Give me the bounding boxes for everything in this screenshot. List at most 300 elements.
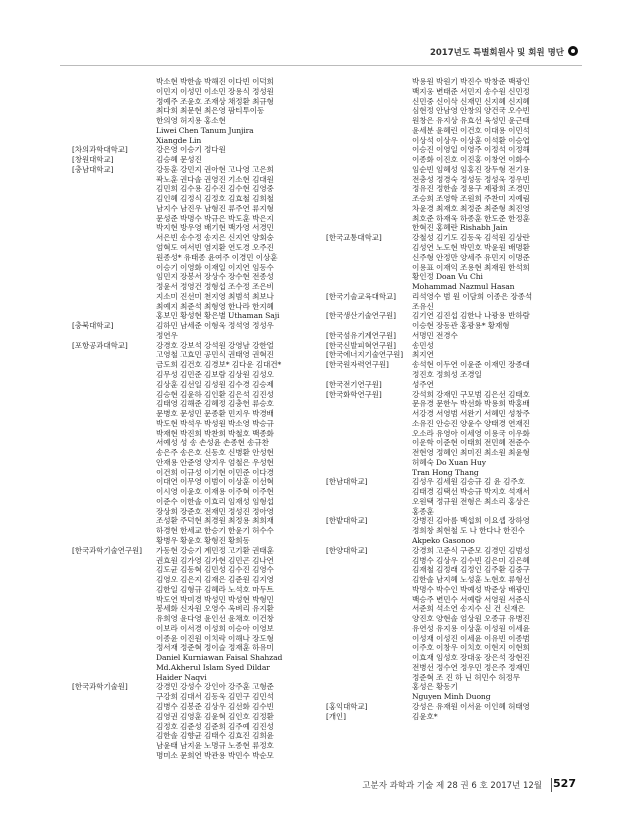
member-row: [72, 429, 312, 439]
institution-label: [326, 165, 412, 175]
member-names: 전병선 정수연 정우민 정은주 정재민: [412, 662, 530, 672]
institution-label: [한국과학기술연구원]: [72, 545, 143, 555]
member-row: [326, 526, 566, 536]
member-row: [326, 692, 566, 702]
member-names: 박용원 박원기 박진수 박창준 백광인: [412, 77, 530, 86]
member-row: [72, 106, 312, 116]
institution-label: [72, 175, 156, 185]
institution-label: [72, 487, 156, 497]
member-row: [72, 263, 312, 273]
institution-label: [326, 204, 412, 214]
member-names: 정준혁 조 진 하 닌 허민수 허정무: [412, 672, 520, 682]
institution-label: [72, 380, 156, 390]
member-names: 오소라 유영아 이세영 이용국 이우화: [412, 428, 530, 438]
member-row: [326, 165, 566, 175]
institution-label: [충남대학교]: [72, 164, 114, 174]
member-row: [72, 448, 312, 458]
institution-label: [창원대학교]: [72, 155, 114, 165]
member-row: [326, 487, 566, 497]
journal-citation: 고분자 과학과 기술 제 28 권 6 호 2017년 12월: [362, 781, 542, 791]
member-names: 리석영수 범 원 이담희 이종은 장종석: [412, 291, 533, 301]
member-names: 이대연 이무영 이범이 이상훈 이선혁: [156, 477, 274, 487]
page-number: 527: [553, 777, 576, 790]
member-names: 가동현 강승기 계민정 고기환 권태훈: [156, 545, 274, 555]
institution-label: [한국에너지기술연구원]: [326, 350, 404, 360]
member-names: 송은주 송은호 신동호 신병환 안성현: [156, 448, 274, 458]
member-row: [72, 97, 312, 107]
member-names: 박재현 박진희 박찬희 박철호 백종화: [156, 428, 274, 438]
institution-label: [72, 702, 156, 712]
member-row: [326, 409, 566, 419]
member-row: [326, 350, 566, 360]
member-names: 박소현 박한솔 박해진 이다빈 이덕희: [156, 77, 274, 86]
member-names: 고영철 고효민 공민식 권태영 권혁진: [156, 350, 274, 360]
member-row: [326, 653, 566, 663]
institution-label: [한국교통대학교]: [326, 233, 382, 243]
member-row: [72, 546, 312, 556]
member-names: Xiangde Lin: [156, 135, 202, 145]
institution-label: [72, 87, 156, 97]
member-row: [72, 184, 312, 194]
institution-label: [72, 302, 156, 312]
institution-label: [326, 399, 412, 409]
member-names: 강석희 강재민 구모범 김은선 김태호: [412, 389, 530, 399]
institution-label: [72, 477, 156, 487]
member-row: [326, 380, 566, 390]
member-names: 김인혜 김정식 김정호 김효철 김희철: [156, 194, 274, 204]
member-names: 하경현 한세교 한승기 한윤기 허수수: [156, 526, 274, 536]
member-names: 강은영 이승기 정다원: [156, 145, 226, 155]
member-names: 김성연 노도현 박민호 박윤원 배명환: [412, 243, 530, 253]
institution-label: [개인]: [326, 711, 347, 721]
institution-label: [72, 263, 156, 273]
member-names: 지소미 진선미 천지영 최범석 최보나: [156, 291, 274, 301]
member-row: [326, 370, 566, 380]
member-names: 서강경 서영범 서완기 서혜민 성창주: [412, 409, 530, 419]
member-row: [72, 653, 312, 663]
member-names: 강병진 김아름 백섭희 이요셉 장하영: [412, 516, 530, 526]
member-names: 명미소 문희연 박관용 박민수 박순모: [156, 750, 274, 760]
member-row: [72, 302, 312, 312]
member-row: [72, 370, 312, 380]
member-row: [72, 399, 312, 409]
member-names: 최호준 하재욱 하종훈 한도준 한정훈: [412, 213, 530, 223]
member-row: [72, 682, 312, 692]
institution-label: [326, 175, 412, 185]
member-row: [72, 341, 312, 351]
member-row: [72, 87, 312, 97]
page-header: [0, 8, 622, 56]
member-names: 소유진 안승진 양윤수 양태경 연재진: [412, 418, 530, 428]
institution-label: [72, 409, 156, 419]
institution-label: [326, 184, 412, 194]
member-row: [326, 223, 566, 233]
member-row: [326, 204, 566, 214]
member-row: [72, 116, 312, 126]
member-names: 곽노훈 권다솔 권영진 기소현 김대원: [156, 174, 274, 184]
institution-label: [326, 497, 412, 507]
institution-label: [72, 429, 156, 439]
institution-label: [홍익대학교]: [326, 702, 368, 711]
member-names: 이운학 이준현 이태희 전민혜 전준수: [412, 438, 530, 448]
institution-label: [한밭대학교]: [326, 516, 368, 526]
member-names: 안재용 안준영 양지우 엄철은 우성현: [156, 457, 274, 467]
member-names: 원종성* 유태종 윤여주 이경민 이상훈: [156, 252, 278, 262]
institution-label: [72, 77, 156, 87]
institution-label: [72, 223, 156, 233]
institution-label: [72, 253, 156, 263]
member-row: [72, 223, 312, 233]
member-names: 오원택 정규원 전형은 최소리 홍상은: [412, 496, 530, 506]
member-row: [326, 155, 566, 165]
member-row: [326, 292, 566, 302]
institution-label: [72, 722, 156, 732]
member-names: 윤세분 윤혜린 이건호 이대용 이민석: [412, 125, 530, 135]
member-names: 서예성 성 송 손성윤 손종현 송규찬: [156, 438, 269, 448]
member-row: [326, 536, 566, 546]
member-names: 이보라 이서경 이성희 이승아 이영보: [156, 623, 274, 633]
member-names: Nguyen Minh Duong: [412, 692, 491, 702]
member-row: [326, 243, 566, 253]
institution-label: [326, 282, 412, 292]
member-names: 문성준 박명수 박규은 박도훈 박은지: [156, 213, 274, 223]
institution-label: [326, 507, 412, 517]
institution-label: [72, 663, 156, 673]
member-row: [326, 77, 566, 87]
institution-label: [72, 399, 156, 409]
member-names: Akpeko Gasonoo: [412, 535, 475, 545]
member-row: [326, 419, 566, 429]
member-row: [326, 673, 566, 683]
member-row: [326, 702, 566, 712]
member-row: [326, 272, 566, 282]
institution-label: [한국전기연구원]: [326, 379, 382, 389]
member-row: [326, 87, 566, 97]
member-row: [326, 604, 566, 614]
member-names: 정희창 최현철 도 나 한다나 한진수: [412, 526, 525, 536]
institution-label: [72, 370, 156, 380]
institution-label: [326, 194, 412, 204]
member-row: [72, 487, 312, 497]
member-names: 조유신: [412, 301, 434, 311]
member-names: 금도희 김건호 김경보* 김다운 김대건*: [156, 360, 282, 370]
member-row: [326, 106, 566, 116]
member-row: [326, 331, 566, 341]
member-row: [326, 565, 566, 575]
member-row: [326, 634, 566, 644]
institution-label: [326, 136, 412, 146]
member-names: 백지웅 변태준 서민지 송수원 신민정: [412, 86, 530, 96]
member-names: 서명민 전경수: [412, 330, 458, 340]
institution-label: [326, 253, 412, 263]
member-names: 박도현 박석우 박성원 박소영 박승규: [156, 418, 274, 428]
member-names: 이승진 이영일 이영주 이정석 이정해: [412, 145, 530, 155]
member-names: 심현정 안남영 안창의 양건국 오수빈: [412, 106, 530, 116]
institution-label: [72, 97, 156, 107]
member-names: 김영권 김영훈 김윤혁 김인호 김정환: [156, 711, 274, 721]
institution-label: [326, 116, 412, 126]
member-names: 송민성: [412, 340, 434, 350]
institution-label: [72, 614, 156, 624]
member-row: [326, 390, 566, 400]
member-names: 원창은 유지상 유효선 육성민 윤근태: [412, 116, 530, 126]
member-row: [326, 233, 566, 243]
member-row: [72, 468, 312, 478]
member-row: [72, 692, 312, 702]
institution-label: [326, 214, 412, 224]
institution-label: [한국기술교육대학교]: [326, 291, 397, 301]
member-row: [326, 458, 566, 468]
member-row: [326, 497, 566, 507]
header-divider: [60, 65, 582, 66]
member-names: 김승현 김윤하 김인환 김은석 김진성: [156, 389, 274, 399]
member-row: [72, 438, 312, 448]
circle-bullet-icon: [568, 46, 578, 56]
member-row: [72, 419, 312, 429]
institution-label: [326, 585, 412, 595]
member-names: 조승희 조영학 조원희 주찬미 지예림: [412, 194, 530, 204]
institution-label: [72, 634, 156, 644]
member-names: 강동훈 강민지 권아현 고나영 고은희: [156, 164, 274, 174]
member-names: 권효원 김가영 김가현 김민곤 김나연: [156, 555, 274, 565]
member-row: [326, 438, 566, 448]
member-names: 남윤태 남지윤 노명규 노종현 류정호: [156, 741, 274, 751]
member-row: [72, 595, 312, 605]
institution-label: [72, 536, 156, 546]
member-names: 강성은 유재원 이서윤 이인혜 허태영: [412, 702, 530, 711]
member-names: Haider Naqvi: [156, 672, 207, 682]
member-row: [326, 321, 566, 331]
member-names: 김도균 김동혁 김민성 김수진 김영수: [156, 565, 274, 575]
member-names: 남지수 남진우 남형진 류주연 류지형: [156, 203, 274, 213]
member-row: [326, 214, 566, 224]
member-row: [72, 253, 312, 263]
member-names: 신민중 신이삭 신재민 신지혜 신지혜: [412, 96, 530, 106]
institution-label: [72, 214, 156, 224]
member-names: 이준수 이한솔 이효리 임재성 임형섭: [156, 496, 274, 506]
member-row: [326, 97, 566, 107]
institution-label: [한남대학교]: [326, 477, 368, 487]
institution-label: [72, 516, 156, 526]
institution-label: [72, 575, 156, 585]
member-row: [72, 321, 312, 331]
member-row: [72, 390, 312, 400]
member-names: 김하민 남세준 이형욱 정석영 정성우: [156, 321, 274, 331]
member-names: 김무성 김민준 김보람 김상원 김성오: [156, 369, 274, 379]
member-row: [326, 175, 566, 185]
member-row: [72, 243, 312, 253]
member-row: [326, 663, 566, 673]
member-names: 한혁진 홍혜란 Rishabh Jain: [412, 223, 508, 233]
member-row: [72, 663, 312, 673]
member-row: [326, 575, 566, 585]
institution-label: [72, 556, 156, 566]
institution-label: [72, 390, 156, 400]
institution-label: [한양대학교]: [326, 545, 368, 555]
member-names: Md.Akherul Islam Syed Dildar: [156, 662, 270, 672]
member-names: 서준희 석소연 송지수 신 건 신재은: [412, 604, 525, 614]
member-row: [72, 585, 312, 595]
institution-label: [326, 419, 412, 429]
member-names: 김윤호*: [412, 711, 438, 721]
member-names: 강철성 김기도 김동욱 김석원 김상란: [412, 233, 530, 243]
member-names: 강경민 강성수 강인아 강주훈 고형준: [156, 682, 274, 692]
institution-label: [72, 565, 156, 575]
member-names: 홍종훈: [412, 506, 434, 516]
member-row: [72, 292, 312, 302]
member-names: 최예지 최준석 최형영 한나라 한지혜: [156, 301, 274, 311]
institution-label: [72, 604, 156, 614]
member-row: [326, 468, 566, 478]
institution-label: [한국화학연구원]: [326, 389, 382, 399]
institution-label: [72, 136, 156, 146]
member-names: 문병호 문성민 문종환 민지우 박경배: [156, 409, 274, 419]
member-row: [326, 253, 566, 263]
member-row: [72, 741, 312, 751]
member-names: 허혜숙 Do Xuan Huy: [412, 457, 486, 467]
member-row: [326, 263, 566, 273]
member-row: [72, 360, 312, 370]
institution-label: [326, 458, 412, 468]
member-row: [72, 311, 312, 321]
institution-label: [72, 741, 156, 751]
member-names: 정서재 정준혁 정이슬 정재훈 하유미: [156, 643, 274, 653]
member-row: [326, 682, 566, 692]
member-names: 임민지 장봉서 장상수 장수현 전종성: [156, 272, 274, 282]
institution-label: [72, 282, 156, 292]
member-names: 김한솔 남지혜 노성훈 노현호 류형선: [412, 575, 530, 585]
institution-label: [326, 653, 412, 663]
institution-label: [326, 634, 412, 644]
member-names: 성주연: [412, 379, 434, 389]
institution-label: [326, 536, 412, 546]
institution-label: [326, 673, 412, 683]
member-row: [72, 233, 312, 243]
member-list-left-column: [72, 77, 312, 761]
member-names: 정유진 정한솔 정용구 제광희 조경민: [412, 184, 530, 194]
member-row: [72, 624, 312, 634]
member-row: [72, 175, 312, 185]
institution-label: [326, 468, 412, 478]
institution-label: [326, 77, 412, 87]
institution-label: [한국원자력연구원]: [326, 360, 389, 370]
institution-label: [72, 468, 156, 478]
institution-label: [326, 126, 412, 136]
member-row: [326, 595, 566, 605]
institution-label: [326, 565, 412, 575]
member-row: [72, 497, 312, 507]
member-row: [326, 341, 566, 351]
member-names: 이민지 이성민 이소민 장용식 정성원: [156, 86, 274, 96]
member-names: 양진호 양현솔 엄상원 오종규 유병진: [412, 614, 530, 624]
member-row: [326, 136, 566, 146]
footer-separator: [551, 778, 552, 792]
member-row: [326, 477, 566, 487]
member-row: [72, 516, 312, 526]
member-names: 이효재 임성호 장대웅 장은석 장현진: [412, 653, 530, 663]
member-names: 김정호 김준성 김준희 김주예 김진성: [156, 721, 274, 731]
member-names: 문유경 문한누 박선화 박용희 박홍배: [412, 399, 530, 409]
institution-label: [326, 643, 412, 653]
member-names: 김재철 김정래 김정인 김주환 김중구: [412, 565, 530, 575]
member-row: [72, 194, 312, 204]
member-names: 이용표 이재익 조용현 최재원 한석희: [412, 262, 530, 272]
institution-label: [72, 653, 156, 663]
institution-label: [72, 438, 156, 448]
institution-label: [72, 126, 156, 136]
institution-label: [326, 438, 412, 448]
institution-label: [326, 243, 412, 253]
member-row: [72, 272, 312, 282]
member-row: [72, 458, 312, 468]
member-row: [72, 556, 312, 566]
institution-label: [72, 731, 156, 741]
member-names: 정연우: [156, 330, 178, 340]
member-row: [326, 546, 566, 556]
member-names: 김한솔 김향균 김태수 김효진 김희윤: [156, 731, 274, 741]
institution-label: [72, 292, 156, 302]
institution-label: [326, 448, 412, 458]
member-names: 유연성 유지용 이상훈 이성원 이세윤: [412, 623, 530, 633]
institution-label: [72, 507, 156, 517]
page-footer: [0, 776, 622, 796]
member-names: 홍성은 황동기: [412, 682, 458, 692]
member-names: 신주형 안정만 양세주 유민지 이명준: [412, 252, 530, 262]
member-row: [72, 614, 312, 624]
member-row: [72, 673, 312, 683]
member-row: [326, 429, 566, 439]
institution-label: [326, 624, 412, 634]
institution-label: [한국섬유기계연구원]: [326, 330, 397, 340]
member-row: [72, 409, 312, 419]
member-row: [72, 145, 312, 155]
institution-label: [326, 614, 412, 624]
member-row: [326, 624, 566, 634]
institution-label: [326, 106, 412, 116]
institution-label: [326, 223, 412, 233]
institution-label: [326, 526, 412, 536]
member-names: 차윤경 최재호 최정준 최준형 최진영: [412, 203, 530, 213]
institution-label: [72, 350, 156, 360]
institution-label: [72, 184, 156, 194]
member-names: Daniel Kurniawan Faisal Shahzad: [156, 653, 283, 663]
member-row: [72, 214, 312, 224]
member-names: 장상희 장준호 전재민 정성진 정아영: [156, 506, 274, 516]
member-row: [326, 194, 566, 204]
member-row: [326, 282, 566, 292]
institution-label: [72, 585, 156, 595]
institution-label: [326, 145, 412, 155]
member-names: 이종윤 이진원 이치락 이해나 장도형: [156, 633, 274, 643]
member-names: 박지현 방우영 배기현 백가영 서경민: [156, 223, 274, 233]
member-row: [326, 399, 566, 409]
member-row: [326, 507, 566, 517]
member-row: [72, 477, 312, 487]
member-row: [326, 516, 566, 526]
member-names: 임순빈 임혜성 임홍진 장두형 전기용: [412, 164, 530, 174]
institution-label: [72, 643, 156, 653]
member-names: 서은빈 송수정 송지은 신지연 양회숭: [156, 233, 274, 243]
institution-label: [한국생산기술연구원]: [326, 311, 397, 321]
institution-label: [충북대학교]: [72, 321, 114, 331]
member-names: 박도연 박미경 박성민 박성현 박형민: [156, 594, 274, 604]
institution-label: [326, 556, 412, 566]
member-names: 봉세화 신자원 오영수 옥벼리 유지환: [156, 604, 274, 614]
member-row: [72, 77, 312, 87]
institution-label: [326, 595, 412, 605]
institution-label: [72, 673, 156, 683]
member-names: 강경호 강보석 강석원 강영남 강한얼: [156, 340, 274, 350]
